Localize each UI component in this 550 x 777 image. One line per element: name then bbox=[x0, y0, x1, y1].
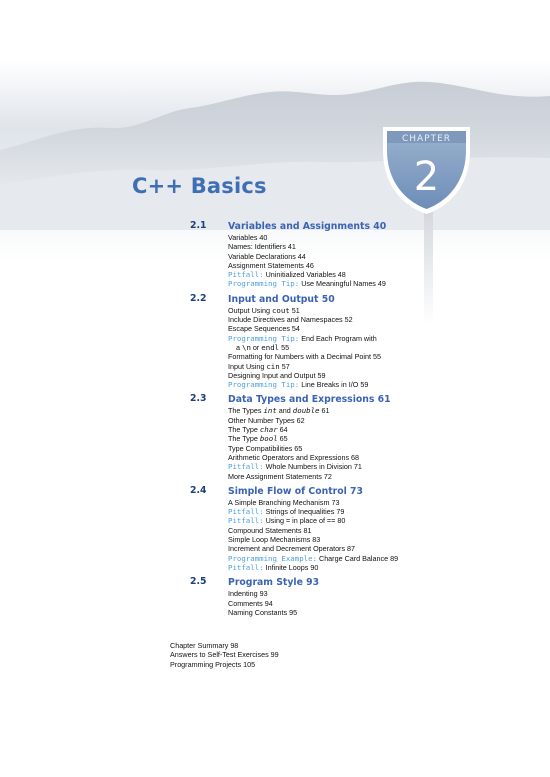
entry-text: Line Breaks in I/O 59 bbox=[299, 380, 369, 390]
entry-text: A Simple Branching Mechanism 73 bbox=[228, 497, 340, 507]
toc-entry[interactable] bbox=[228, 343, 520, 352]
entry-text: cout bbox=[271, 305, 290, 315]
toc-entry[interactable] bbox=[228, 242, 520, 251]
entry-text: 51 bbox=[289, 305, 300, 315]
toc-entry[interactable] bbox=[228, 554, 520, 563]
entry-text: Type Compatibilities 65 bbox=[228, 443, 303, 453]
toc-entry[interactable] bbox=[228, 563, 520, 572]
entry-text: 57 bbox=[279, 361, 290, 371]
toc-entry[interactable] bbox=[228, 535, 520, 544]
entry-text: The Type bbox=[228, 425, 260, 435]
entry-tag: Pitfall: bbox=[228, 462, 264, 472]
entry-tag: Pitfall: bbox=[228, 270, 264, 280]
entry-text: The Types bbox=[228, 406, 264, 416]
entry-tag: Programming Example: bbox=[228, 553, 317, 563]
section-number: 2.1 bbox=[190, 220, 207, 231]
entry-tag: Programming Tip: bbox=[228, 279, 300, 289]
section-title[interactable]: Variables and Assignments 40 bbox=[228, 221, 387, 232]
toc-entry[interactable] bbox=[228, 279, 520, 288]
entry-tag: Pitfall: bbox=[228, 562, 264, 572]
toc-entry[interactable] bbox=[228, 416, 520, 425]
end-matter-entry[interactable]: Answers to Self-Test Exercises 99 bbox=[170, 650, 279, 660]
entry-text: More Assignment Statements 72 bbox=[228, 471, 332, 481]
toc-entry[interactable] bbox=[228, 324, 520, 333]
toc-entry[interactable] bbox=[228, 252, 520, 261]
entry-text: 65 bbox=[277, 434, 288, 444]
toc-section bbox=[190, 576, 520, 617]
toc-entry[interactable] bbox=[228, 526, 520, 535]
section-number: 2.4 bbox=[190, 484, 207, 496]
entry-text: 61 bbox=[319, 406, 330, 416]
entry-text: The Type bbox=[228, 434, 260, 444]
entry-text: Use Meaningful Names 49 bbox=[299, 279, 386, 289]
entry-text: End Each Program with bbox=[299, 333, 377, 343]
toc-entry[interactable] bbox=[228, 270, 520, 279]
entry-text: Infinite Loops 90 bbox=[263, 562, 319, 572]
toc-entry[interactable] bbox=[228, 425, 520, 434]
toc-entry[interactable] bbox=[228, 362, 520, 371]
entry-text: Strings of Inequalities 79 bbox=[263, 507, 345, 517]
entry-text: Variable Declarations 44 bbox=[228, 251, 306, 261]
entry-text: Naming Constants 95 bbox=[228, 607, 298, 617]
entry-text: Formatting for Numbers with a Decimal Point 55 bbox=[228, 352, 381, 362]
entry-text: 55 bbox=[279, 342, 290, 352]
entry-text: Output Using bbox=[228, 305, 272, 315]
section-number: 2.5 bbox=[190, 576, 207, 588]
toc-section bbox=[190, 293, 520, 390]
toc-entry[interactable] bbox=[228, 371, 520, 380]
entry-text: char bbox=[259, 425, 278, 435]
toc-entry[interactable] bbox=[228, 516, 520, 525]
toc-section bbox=[190, 393, 520, 480]
toc-entry[interactable] bbox=[228, 315, 520, 324]
toc-entry[interactable] bbox=[228, 434, 520, 443]
end-matter bbox=[170, 641, 279, 669]
toc-entry[interactable] bbox=[228, 472, 520, 481]
entry-text: Whole Numbers in Division 71 bbox=[263, 462, 362, 472]
entry-text: bool bbox=[259, 434, 278, 444]
toc-entry[interactable] bbox=[228, 444, 520, 453]
toc-entry[interactable] bbox=[228, 608, 520, 617]
entry-text: or bbox=[250, 342, 262, 352]
end-matter-entry[interactable]: Chapter Summary 98 bbox=[170, 641, 239, 650]
entry-text: Simple Loop Mechanisms 83 bbox=[228, 535, 321, 545]
entry-text: Other Number Types 62 bbox=[228, 415, 305, 425]
end-matter-entry[interactable]: Programming Projects 105 bbox=[170, 659, 256, 669]
toc-entry[interactable] bbox=[228, 334, 520, 343]
entry-text: Uninitialized Variables 48 bbox=[263, 270, 346, 280]
toc-entry[interactable] bbox=[228, 507, 520, 516]
section-title[interactable]: Input and Output 50 bbox=[228, 293, 335, 305]
entry-tag: Pitfall: bbox=[228, 507, 264, 517]
toc-entry[interactable] bbox=[228, 352, 520, 361]
entry-text: Include Directives and Namespaces 52 bbox=[228, 315, 353, 325]
entry-text: Comments 94 bbox=[228, 598, 273, 608]
section-title[interactable]: Program Style 93 bbox=[228, 577, 320, 589]
entry-tag: Programming Tip: bbox=[228, 333, 300, 343]
entry-text: Names: Identifiers 41 bbox=[228, 242, 296, 252]
toc-entry[interactable] bbox=[228, 406, 520, 415]
entry-text: Escape Sequences 54 bbox=[228, 324, 300, 334]
toc-entry[interactable] bbox=[228, 380, 520, 389]
entry-text: Compound Statements 81 bbox=[228, 525, 312, 535]
entry-text: and bbox=[276, 406, 293, 416]
toc-entry[interactable] bbox=[228, 544, 520, 553]
toc-entry[interactable] bbox=[228, 589, 520, 598]
chapter-label: CHAPTER bbox=[401, 134, 452, 144]
chapter-number: 2 bbox=[413, 154, 440, 200]
entry-text: endl bbox=[261, 342, 280, 352]
entry-text: double bbox=[292, 406, 320, 416]
entry-text: \n bbox=[242, 342, 251, 352]
toc-entry[interactable] bbox=[228, 453, 520, 462]
toc-entry[interactable] bbox=[228, 599, 520, 608]
toc-section bbox=[190, 220, 520, 289]
entry-text: Arithmetic Operators and Expressions 68 bbox=[228, 452, 360, 462]
entry-text: int bbox=[263, 406, 277, 416]
entry-text: Assignment Statements 46 bbox=[228, 260, 314, 270]
entry-text: Variables 40 bbox=[228, 233, 268, 242]
entry-text: Input Using bbox=[228, 361, 267, 371]
table-of-contents bbox=[190, 220, 520, 621]
toc-entry[interactable] bbox=[228, 233, 520, 242]
entry-text: Using = in place of == 80 bbox=[263, 516, 346, 526]
entry-text: cin bbox=[266, 361, 280, 371]
entry-text: Designing Input and Output 59 bbox=[228, 370, 326, 380]
section-number: 2.2 bbox=[190, 292, 207, 304]
entry-text: a bbox=[236, 342, 242, 352]
toc-entry[interactable] bbox=[228, 462, 520, 471]
section-title[interactable]: Simple Flow of Control 73 bbox=[228, 485, 363, 497]
toc-entry[interactable] bbox=[228, 261, 520, 270]
toc-entry[interactable] bbox=[228, 498, 520, 507]
entry-text: Increment and Decrement Operators 87 bbox=[228, 544, 356, 554]
chapter-title: C++ Basics bbox=[132, 174, 267, 198]
entry-text: Charge Card Balance 89 bbox=[317, 553, 399, 563]
toc-section bbox=[190, 485, 520, 572]
entry-tag: Pitfall: bbox=[228, 516, 264, 526]
section-title[interactable]: Data Types and Expressions 61 bbox=[228, 394, 391, 406]
toc-entry[interactable] bbox=[228, 306, 520, 315]
section-number: 2.3 bbox=[190, 393, 207, 405]
entry-text: 64 bbox=[277, 425, 288, 435]
entry-tag: Programming Tip: bbox=[228, 380, 300, 390]
entry-text: Indenting 93 bbox=[228, 589, 268, 599]
